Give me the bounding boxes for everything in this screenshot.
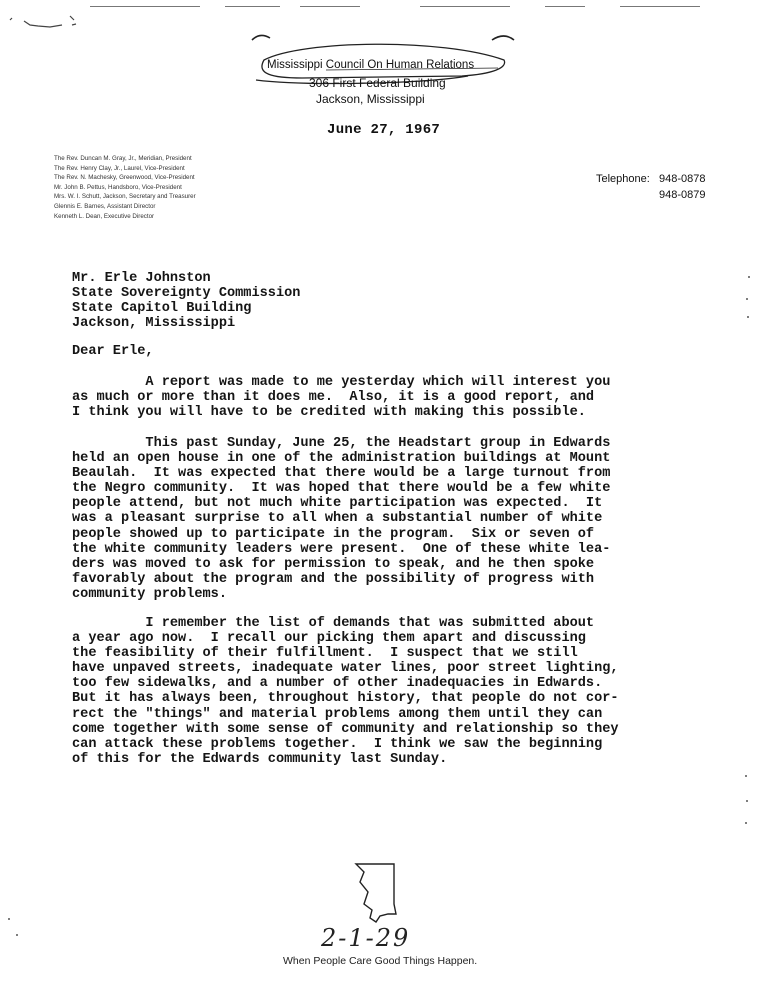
top-edge-rule — [300, 6, 360, 7]
officer-entry: The Rev. Duncan M. Gray, Jr., Meridian, President — [54, 155, 192, 162]
scan-marks — [8, 12, 78, 32]
body-paragraph-1: A report was made to me yesterday which will interest you as much or more than it does me. Also, it is a good report, and I think you will have to be credited with making this possible. — [72, 375, 611, 421]
officer-entry: The Rev. Henry Clay, Jr., Laurel, Vice-President — [54, 164, 185, 172]
body-paragraph-2: This past Sunday, June 25, the Headstart group in Edwards held an open house in one of the administration buildings at Mount Beaulah. It was expected that there would be a large turnout from the Negro community. It was hoped that there would be a few white people attend, but not much white participation was expected. It was a pleasant surprise to all when a substantial number of white people showed up to participate in the program. Six or seven of the white community leaders were present. One of these white lea- ders was moved to ask for permission to speak, and he then spoke favorably about the program and the possibility of progress with community problems. — [72, 436, 611, 602]
top-edge-rule — [420, 6, 510, 7]
officer-entry: Kenneth L. Dean, Executive Director — [54, 212, 155, 220]
telephone-label: Telephone: — [596, 173, 650, 185]
letter-date: June 27, 1967 — [327, 122, 441, 138]
officer-entry: Mr. John B. Pettus, Handsboro, Vice-President — [54, 183, 182, 191]
officers-list — [54, 154, 196, 221]
margin-speck — [745, 775, 747, 777]
address-line-2: Jackson, Mississippi — [316, 92, 425, 106]
margin-speck — [745, 822, 747, 824]
margin-speck — [746, 800, 748, 802]
mississippi-map-icon — [350, 862, 410, 928]
handwritten-number: 2-1-29 — [321, 924, 411, 952]
telephone-number-2: 948-0879 — [659, 189, 706, 201]
recipient-address: Mr. Erle Johnston State Sovereignty Commission State Capitol Building Jackson, Mississippi — [72, 271, 301, 332]
telephone-number-1: 948-0878 — [659, 173, 706, 185]
margin-speck — [748, 276, 750, 278]
margin-speck — [16, 934, 18, 936]
top-edge-rule — [620, 6, 700, 7]
margin-speck — [8, 918, 10, 920]
top-edge-rule — [545, 6, 585, 7]
officer-entry: Glennis E. Barnes, Assistant Director — [54, 202, 156, 210]
officer-entry: Mrs. W. I. Schutt, Jackson, Secretary and Treasurer — [54, 193, 196, 201]
organization-name: Mississippi Council On Human Relations — [267, 59, 475, 71]
address-line-1: 306 First Federal Building — [309, 76, 446, 90]
footer-slogan: When People Care Good Things Happen. — [283, 955, 478, 967]
margin-speck — [746, 298, 748, 300]
top-edge-rule — [90, 6, 200, 7]
margin-speck — [747, 316, 749, 318]
officer-entry: The Rev. N. Machesky, Greenwood, Vice-President — [54, 174, 195, 182]
top-edge-rule — [225, 6, 280, 7]
body-paragraph-3: I remember the list of demands that was submitted about a year ago now. I recall our picking them apart and discussing the feasibility of their fulfillment. I suspect that we still have unpaved streets, inadequate water lines, poor street lighting, too few sidewalks, and a number of other inadequacies in Edwards. But it has always been, throughout history, that people do not cor- rect the "things" and material problems among them until they can come together with some sense of community and relationship so they can attack these problems together. I think we saw the beginning of this for the Edwards community last Sunday. — [72, 616, 619, 767]
salutation: Dear Erle, — [72, 344, 154, 359]
